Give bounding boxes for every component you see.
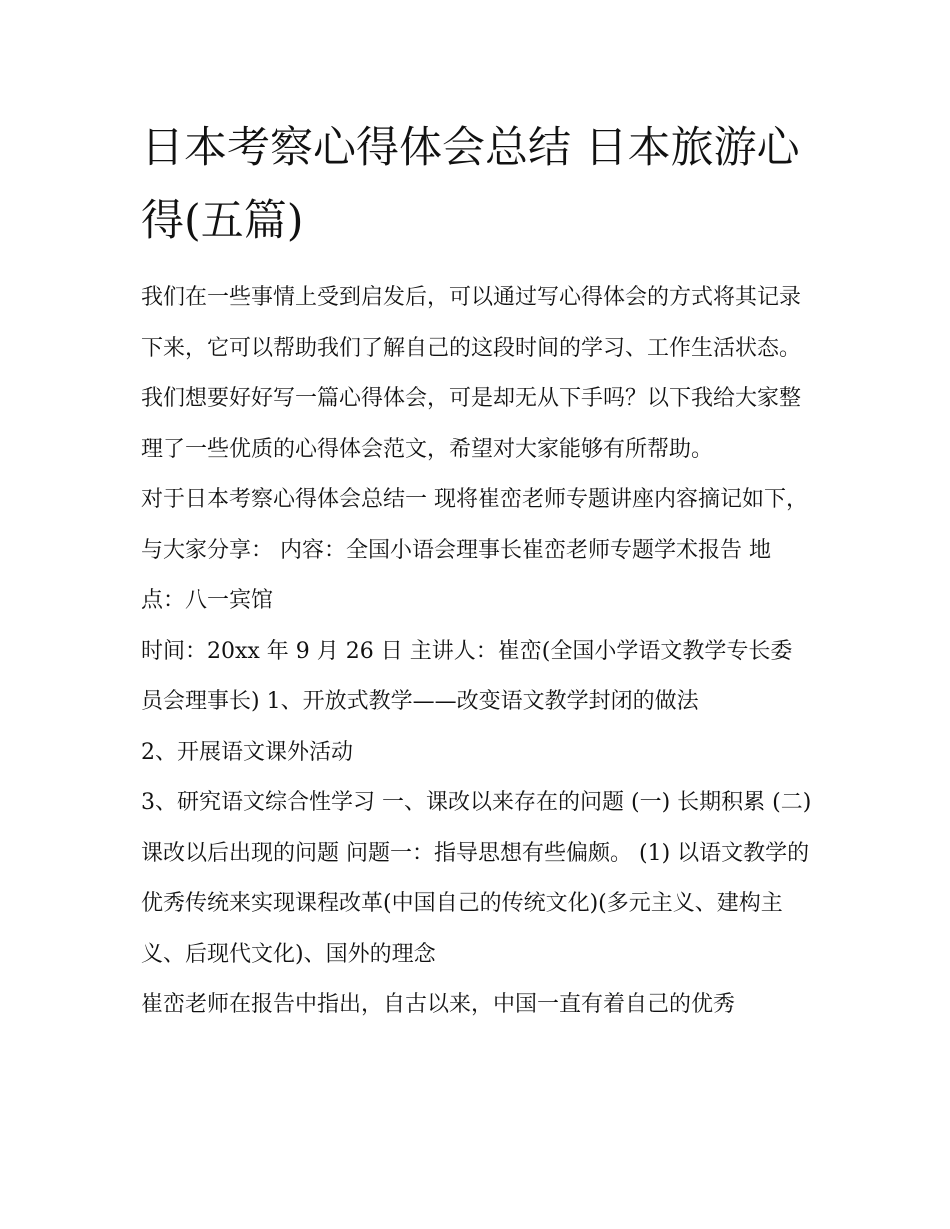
document-title: 日本考察心得体会总结 日本旅游心得(五篇) — [141, 123, 800, 246]
paragraph-activity: 2、开展语文课外活动 — [141, 739, 353, 765]
paragraph-report: 崔峦老师在报告中指出，自古以来，中国一直有着自己的优秀 — [141, 992, 736, 1017]
paragraph-intro: 我们在一些事情上受到启发后，可以通过写心得体会的方式将其记录下来，它可以帮助我们了解自己的这段时间的学习、工作生活状态。我们想要好好写一篇心得体会，可是却无从下手吗？以下我给大家整理了一些优质的心得体会范文，希望对大家能够有所帮助。 — [141, 285, 802, 462]
paragraph-issues: 3、研究语文综合性学习 一、课改以来存在的问题 (一) 长期积累 (二) 课改以后出现的问题 问题一：指导思想有些偏颇。 (1) 以语文教学的优秀传统来实现课程改革(中国自己的传统文化)(多元主义、建构主义、后现代文化)、国外的理念 — [141, 790, 812, 967]
document-body — [141, 112, 813, 1031]
paragraph-time-speaker: 时间：20xx 年 9 月 26 日 主讲人：崔峦(全国小学语文教学专长委员会理事长) 1、开放式教学——改变语文教学封闭的做法 — [141, 638, 793, 714]
paragraph-lecture-info: 对于日本考察心得体会总结一 现将崔峦老师专题讲座内容摘记如下，与大家分享： 内容：全国小语会理事长崔峦老师专题学术报告 地点：八一宾馆 — [141, 487, 808, 613]
